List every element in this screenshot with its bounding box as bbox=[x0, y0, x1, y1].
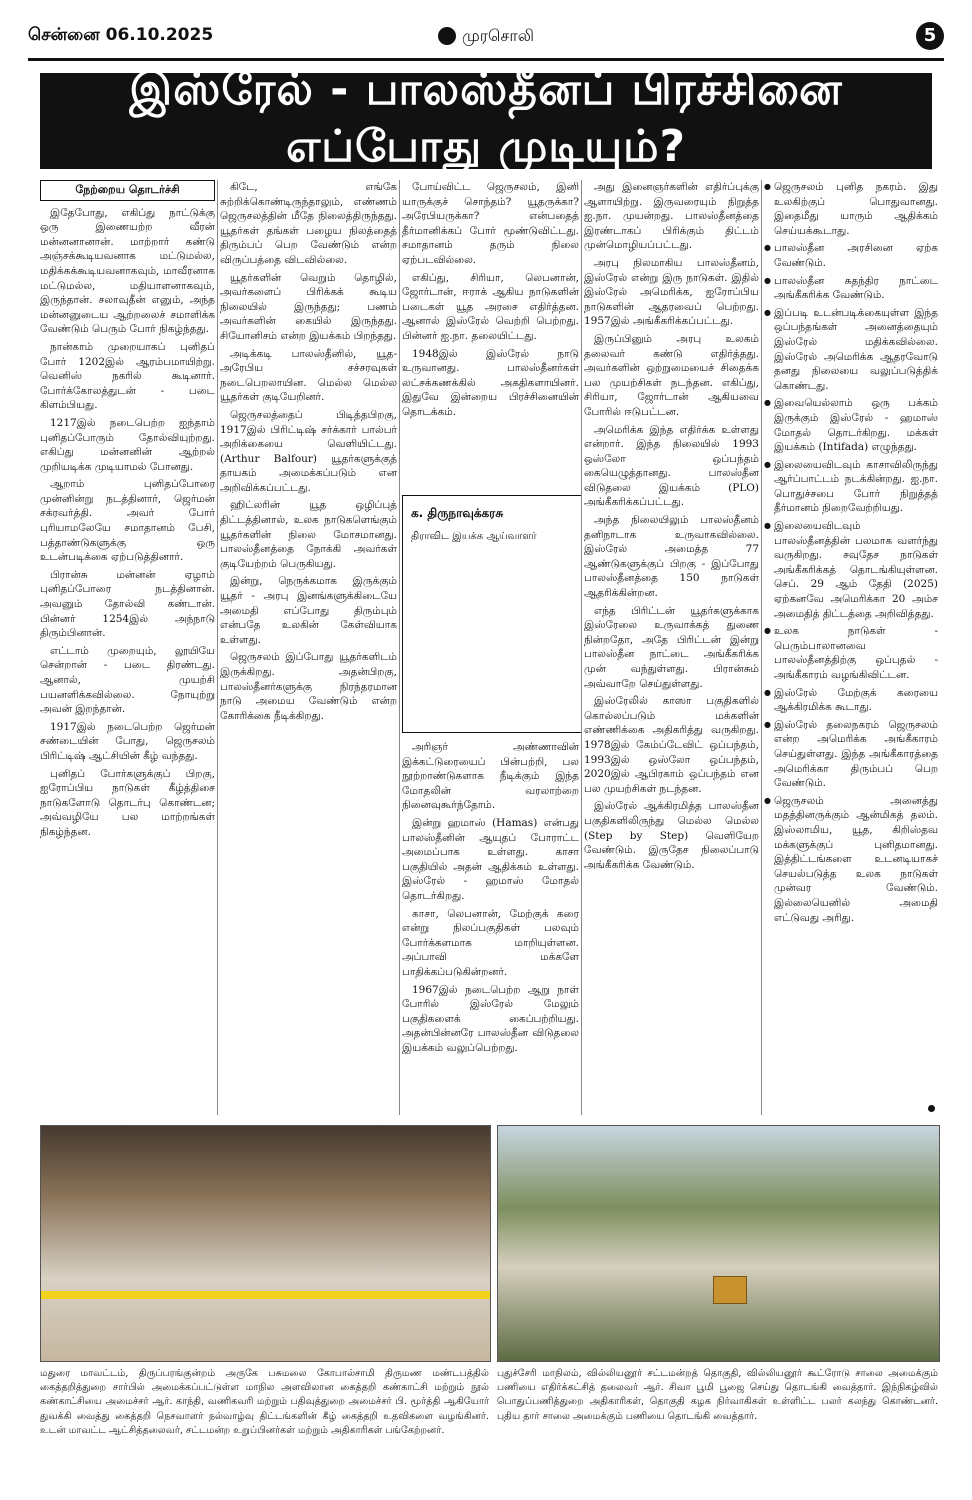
photo-caption-left: மதுரை மாவட்டம், திருப்பரங்குன்றம் அருகே பசுமலை கோபால்சாமி திருமண மண்டபத்தில் கைத்தறித்துறை சார்பில் அமைக்கப்பட்டுள்ள மாநில அளவிலான கைத்தறி கண்காட்சி மற்றும் நூல் கண்காட்சியை அமைச்சர் ஆர். காந்தி, வணிகவரி மற்றும் பதிவுத்துறை அமைச்சர் பி. மூர்த்தி ஆகியோர் துவக்கி வைத்து கைத்தறி நெசவாளர் நல்வாழ்வு திட்டங்களின் கீழ் கைத்தறி உதவிகளை வழங்கினர். உடன் மாவட்ட ஆட்சித்தலைவர், சட்டமன்ற உறுப்பினர்கள் மற்றும் அதிகாரிகள் பங்கேற்றனர். bbox=[40, 1368, 489, 1436]
paragraph: இஸ்ரேல் ஆக்கிரமித்த பாலஸ்தீன பகுதிகளிலிருந்து மெல்ல மெல்ல (Step by Step) வெளியேற வேண்டும். இருதேச நிலைப்பாடு அங்கீகரிக்க வேண்டும். bbox=[584, 800, 759, 871]
paragraph: எட்டாம் முறையும், லூயியே சென்றான் - படை திரண்டது. ஆனால், முயற்சி பயனளிக்கவில்லை. நோயுற்று அவன் இறந்தான். bbox=[40, 644, 215, 716]
list-item: ● இவையெல்லாம் ஒரு பக்கம் இருக்கும் இஸ்ரேல் - ஹமாஸ் மோதல் தொடர்கிறது. மக்கள் இயக்கம் (Intifada) எழுந்தது. bbox=[764, 396, 938, 454]
paragraph: நான்காம் முறையாகப் புனிதப் போர் 1202இல் ஆரம்பமாயிற்று. வெனிஸ் நகரில் கூடினார். போர்க்கோலத்துடன் - படை கிளம்பியது. bbox=[40, 340, 215, 412]
paragraph: ஹிட்லரின் யூத ஒழிப்புத் திட்டத்தினால், உலக நாடுகளெங்கும் யூதர்களின் நிலை மோசமானது. பாலஸ்தீனத்தை நோக்கி அவர்கள் குடியேற்றம் பெருகியது. bbox=[220, 499, 397, 570]
paragraph: 1917இல் நடைபெற்ற ஜெர்மன் சண்டையின் போது, ஜெருசலம் பிரிட்டிஷ் ஆட்சியின் கீழ் வந்தது. bbox=[40, 720, 215, 762]
author-name: க. திருநாவுக்கரசு bbox=[411, 506, 504, 520]
list-item: ● இலையைவிடவும் காசாவிலிருந்து ஆர்ப்பாட்டம் நடக்கின்றது. ஐ.நா. பொதுச்சபை போர் நிறுத்தத் தீர்மானம் நிறைவேற்றியது. bbox=[764, 458, 938, 516]
section-label: நேற்றைய தொடர்ச்சி bbox=[40, 180, 215, 201]
paragraph: இருப்பினும் அரபு உலகம் தலைவர் கண்டு எதிர்த்தது. அவர்களின் ஒற்றுமையைச் சிதைக்க பல முயற்சிகள் நடந்தன. எகிப்து, சிரியா, ஜோர்டான் ஆகியவை போரில் ஈடுபட்டன. bbox=[584, 332, 759, 418]
paragraph: இன்று ஹமாஸ் (Hamas) என்பது பாலஸ்தீனின் ஆயுதப் போராட்ட அமைப்பாக உள்ளது. காசா பகுதியில் அதன் ஆதிக்கம் உள்ளது. இஸ்ரேல் - ஹமாஸ் மோதல் தொடர்கிறது. bbox=[402, 816, 579, 902]
paragraph: அரிஞர் அண்ணாவின் இக்கட்டுரையைப் பின்பற்றி, பல நூற்றாண்டுகளாக நீடிக்கும் இந்த மோதலின் வரலாற்றை நினைவுகூர்ந்தோம். bbox=[402, 741, 579, 812]
paragraph: எந்த பிரிட்டன் யூதர்களுக்காக இஸ்ரேலை உருவாக்கத் துணை நின்றதோ, அதே பிரிட்டன் இன்று பாலஸ்தீன நாட்டை அங்கீகரிக்க முன் வந்துள்ளது. பிரான்சும் அவ்வாறே செய்துள்ளது. bbox=[584, 604, 759, 690]
paragraph: 1948இல் இஸ்ரேல் நாடு உருவானது. பாலஸ்தீனர்கள் லட்சக்கணக்கில் அகதிகளாயினர். இதுவே இன்றைய பிரச்சினையின் தொடக்கம். bbox=[402, 347, 579, 418]
article-column-2 bbox=[220, 180, 397, 1115]
paper-brand bbox=[438, 26, 534, 47]
page-number: 5 bbox=[916, 22, 944, 50]
list-item: ● இஸ்ரேல் மேற்குக் கரையை ஆக்கிரமிக்க கூடாது. bbox=[764, 686, 938, 715]
headline: இஸ்ரேல் - பாலஸ்தீனப் பிரச்சினை எப்போது முடியும்? bbox=[40, 73, 932, 169]
ribbon bbox=[41, 1291, 490, 1299]
paragraph: அடிக்கடி பாலஸ்தீனில், யூத-அரேபிய சச்சரவுகள் நடைபெறலாயின. மெல்ல மெல்ல யூதர்கள் குடியேறினர். bbox=[220, 347, 397, 404]
masthead bbox=[28, 14, 944, 61]
paragraph: இஸ்ரேலில் காஸா பகுதிகளில் கொல்லப்படும் மக்களின் எண்ணிக்கை அதிகரித்து வருகிறது. 1978இல் கேம்ப்டேவிட் ஒப்பந்தம், 1993இல் ஒஸ்லோ ஒப்பந்தம், 2020இல் ஆபிரகாம் ஒப்பந்தம் என பல முயற்சிகள் நடந்தன. bbox=[584, 695, 759, 795]
paragraph: பிரான்சு மன்னன் ஏழாம் புனிதப்போரை நடத்தினான். அவனும் தோல்வி கண்டான். பின்னர் 1254இல் அந்நாடு திரும்பினான். bbox=[40, 568, 215, 640]
paragraph: இதேபோது, எகிப்து நாட்டுக்கு ஒரு இணையற்ற வீரன் மன்னனானான். மாற்றார் கண்டு அஞ்சக்கூடியவனாக மட்டுமல்ல, மதிக்கக்கூடியவனாகவும், மாவீரனாக மட்டுமல்ல, மதியாளனாகவும், இருந்தான். சலாவுதீன் எனும், அந்த மன்னனுடைய ஆற்றலைச் சமாளிக்க வேண்டும் பெரும் போர் நிகழ்ந்தது. bbox=[40, 206, 215, 336]
photo-caption-right: புதுச்சேரி மாநிலம், வில்லியனூர் சட்டமன்றத் தொகுதி, வில்லியனூர் கூட்ரோடு சாலை அமைக்கும் பணியை எதிர்க்கட்சித் தலைவர் ஆர். சிவா பூமி பூஜை செய்து தொடங்கி வைத்தார். இந்நிகழ்வில் பொதுப்பணித்துறை அதிகாரிகள், தொகுதி கழக நிர்வாகிகள் உள்ளிட்ட பலர் கலந்து கொண்டனர். புதிய தார் சாலை அமைக்கும் பணியை தொடங்கி வைத்தார். bbox=[497, 1368, 938, 1422]
article-column-5 bbox=[764, 180, 938, 1115]
list-item: ● இலையைவிடவும் பாலஸ்தீனத்தின் பலமாக வளர்ந்து வருகிறது. சவுதேச நாடுகள் அங்கீகரிக்கத் தொடங்கியுள்ளன. செப். 29 ஆம் தேதி (2025) ஏற்கனவே அமெரிக்கா 20 அம்ச அமைதித் திட்டத்தை அறிவித்தது. bbox=[764, 519, 938, 621]
paragraph: 1967இல் நடைபெற்ற ஆறு நாள் போரில் இஸ்ரேல் மேலும் பகுதிகளைக் கைப்பற்றியது. அதன்பின்னரே பாலஸ்தீன விடுதலை இயக்கம் வலுப்பெற்றது. bbox=[402, 983, 579, 1054]
paragraph: அமெரிக்க இந்த எதிர்க்க உள்ளது என்றார். இந்த நிலையில் 1993 ஒஸ்லோ ஒப்பந்தம் கையெழுத்தானது. பாலஸ்தீன விடுதலை இயக்கம் (PLO) அங்கீகரிக்கப்பட்டது. bbox=[584, 423, 759, 509]
article-body bbox=[40, 180, 938, 1115]
paragraph: அந்த நிலையிலும் பாலஸ்தீனம் தனிநாடாக உருவாகவில்லை. இஸ்ரேல் அமைத்த 77 ஆண்டுகளுக்குப் பிறகு - இப்போது பாலஸ்தீனத்தை 150 நாடுகள் ஆதரிக்கின்றன. bbox=[584, 514, 759, 600]
list-item: ● ஜெருசலம் புனித நகரம். இது உலகிற்குப் பொதுவானது. இதைமீது யாரும் ஆதிக்கம் செய்யக்கூடாது. bbox=[764, 180, 938, 238]
paragraph: யூதர்களின் வெறும் தொழில், அவர்களைப் பிரிக்கக் கூடிய நிலையில் இருந்தது; பணம் அவர்களின் கையில் இருந்தது. சியோனிசம் என்ற இயக்கம் பிறந்தது. bbox=[220, 271, 397, 342]
paragraph: இன்று, நெருக்கமாக இருக்கும் யூதர் - அரபு இனங்களுக்கிடையே அமைதி எப்போது திரும்பும் என்பதே உலகின் கேள்வியாக உள்ளது. bbox=[220, 575, 397, 646]
paragraph: காசா, லெபனான், மேற்குக் கரை என்று நிலப்பகுதிகள் பலவும் போர்க்களமாக மாறியுள்ளன. அப்பாவி மக்களே பாதிக்கப்படுகின்றனர். bbox=[402, 907, 579, 978]
paragraph: அது இனைஞர்களின் எதிர்ப்புக்கு ஆளாயிற்று. இருவரையும் நிறுத்த ஐ.நா. முயன்றது. பாலஸ்தீனத்தை இரண்டாகப் பிரிக்கும் திட்டம் முன்மொழியப்பட்டது. bbox=[584, 181, 759, 252]
article-column-1 bbox=[40, 180, 215, 1115]
article-column-4 bbox=[584, 180, 759, 1115]
foundation-brick bbox=[713, 1276, 747, 1304]
author-title: திராவிட இயக்க ஆய்வாளர் bbox=[411, 531, 537, 542]
paragraph: 1217இல் நடைபெற்ற ஐந்தாம் புனிதப்போரும் தோல்வியுற்றது. எகிப்து மன்னனின் ஆற்றல் முறியடிக்க முடியாமல் போனது. bbox=[40, 416, 215, 473]
column-3-bottom bbox=[402, 740, 579, 1115]
column-divider bbox=[761, 180, 762, 1115]
list-item: ● ஜெருசலம் அனைத்து மதத்தினருக்கும் ஆன்மிகத் தலம். இஸ்லாமிய, யூத, கிறிஸ்தவ மக்களுக்குப் புனிதமானது. இத்திட்டங்களை உடனடியாகச் செயல்படுத்த உலக நாடுகள் முன்வர வேண்டும். இல்லையெனில் அமைதி எட்டுவது அரிது. bbox=[764, 794, 938, 925]
article-end-mark bbox=[928, 1105, 935, 1112]
paragraph: ஆறாம் புனிதப்போரை முன்னின்று நடத்தினார், ஜெர்மன் சக்ரவர்த்தி. அவர் போர் புரியாமலேயே சமாதானம் பேசி, பத்தாண்டுகளுக்கு ஒரு உடன்படிக்கை ஏற்படுத்தினார். bbox=[40, 478, 215, 564]
paragraph: கிடே, எங்கே சுற்றிக்கொண்டிருந்தாலும், எண்ணம் ஜெருசலத்தின் மீதே நிலைத்திருந்தது. யூதர்கள் தங்கள் பழைய நிலத்தைத் திரும்பப் பெற வேண்டும் என்ற விருப்பத்தை விடவில்லை. bbox=[220, 181, 397, 266]
paper-name: முரசொலி bbox=[462, 25, 534, 45]
paper-logo-icon bbox=[438, 27, 456, 45]
list-item: ● பாலஸ்தீன அரசினை ஏற்க வேண்டும். bbox=[764, 241, 938, 270]
column-divider bbox=[399, 180, 400, 1115]
list-item: ● உலக நாடுகள் - பெரும்பாலானவை பாலஸ்தீனத்திற்கு ஒப்புதல் - அங்கீகாரம் வழங்கிவிட்டன. bbox=[764, 624, 938, 682]
news-photo-ribbon-cutting bbox=[40, 1125, 491, 1362]
issue-date: சென்னை 06.10.2025 bbox=[28, 25, 214, 45]
paragraph: அரபு நிலமாகிய பாலஸ்தீனம், இஸ்ரேல் என்று இரு நாடுகள். இதில் இஸ்ரேல் அமெரிக்க, ஐரோப்பிய நாடுகளின் ஆதரவைப் பெற்றது. 1957இல் அங்கீகரிக்கப்பட்டது. bbox=[584, 256, 759, 328]
paragraph: எகிப்து, சிரியா, லெபனான், ஜோர்டான், ஈராக் ஆகிய நாடுகளின் படைகள் யூத அரசை எதிர்த்தன. ஆனால் இஸ்ரேல் வெற்றி பெற்றது. பின்னர் ஐ.நா. தலையிட்டது. bbox=[402, 271, 579, 342]
paragraph: புனிதப் போர்களுக்குப் பிறகு, ஐரோப்பிய நாடுகள் கீழ்த்திசை நாடுகளோடு தொடர்பு கொண்டன; அவ்வழியே பல மாற்றங்கள் நிகழ்ந்தன. bbox=[40, 767, 215, 838]
author-box bbox=[402, 495, 582, 733]
paragraph: ஜெருசலத்தைப் பிடித்தபிறகு, 1917இல் பிரிட்டிஷ் சர்க்கார் பால்பர் அறிக்கையை வெளியிட்டது. (Arthur Balfour) யூதர்களுக்குத் தாயகம் அமைக்கப்படும் என அறிவிக்கப்பட்டது. bbox=[220, 408, 397, 494]
paragraph: போய்விட்ட ஜெருசலம், இனி யாருக்குச் சொந்தம்? யூதருக்கா? அரேபியருக்கா? என்பதைத் தீர்மானிக்கப் போர் மூண்டுவிட்டது. சமாதானம் தரும் நிலை ஏற்படவில்லை. bbox=[402, 181, 579, 266]
list-item: ● இஸ்ரேல் தலைநகரம் ஜெருசலம் என்ற அமெரிக்க அங்கீகாரம் செய்துள்ளது. இந்த அங்கீகாரத்தை அமெரிக்கா திரும்பப் பெற வேண்டும். bbox=[764, 718, 938, 791]
column-3-top bbox=[402, 180, 579, 490]
list-item: ● இப்படி உடன்படிக்கையுள்ள இந்த ஒப்பந்தங்கள் அனைத்தையும் இஸ்ரேல் மதிக்கவில்லை. இஸ்ரேல் அமெரிக்க ஆதரவோடு தனது நிலையை வலுப்படுத்திக் கொண்டது. bbox=[764, 306, 938, 394]
column-divider bbox=[217, 180, 218, 1115]
list-item: ● பாலஸ்தீன சுதந்திர நாட்டை அங்கீகரிக்க வேண்டும். bbox=[764, 274, 938, 303]
demand-list bbox=[764, 180, 938, 925]
paragraph: ஜெருசலம் இப்போது யூதர்களிடம் இருக்கிறது. அதன்பிறகு, பாலஸ்தீனர்களுக்கு நிரந்தரமான நாடு அமைய வேண்டும் என்ற கோரிக்கை நீடிக்கிறது. bbox=[220, 651, 397, 722]
news-photo-ground-breaking bbox=[497, 1125, 940, 1362]
column-divider bbox=[581, 180, 582, 1115]
